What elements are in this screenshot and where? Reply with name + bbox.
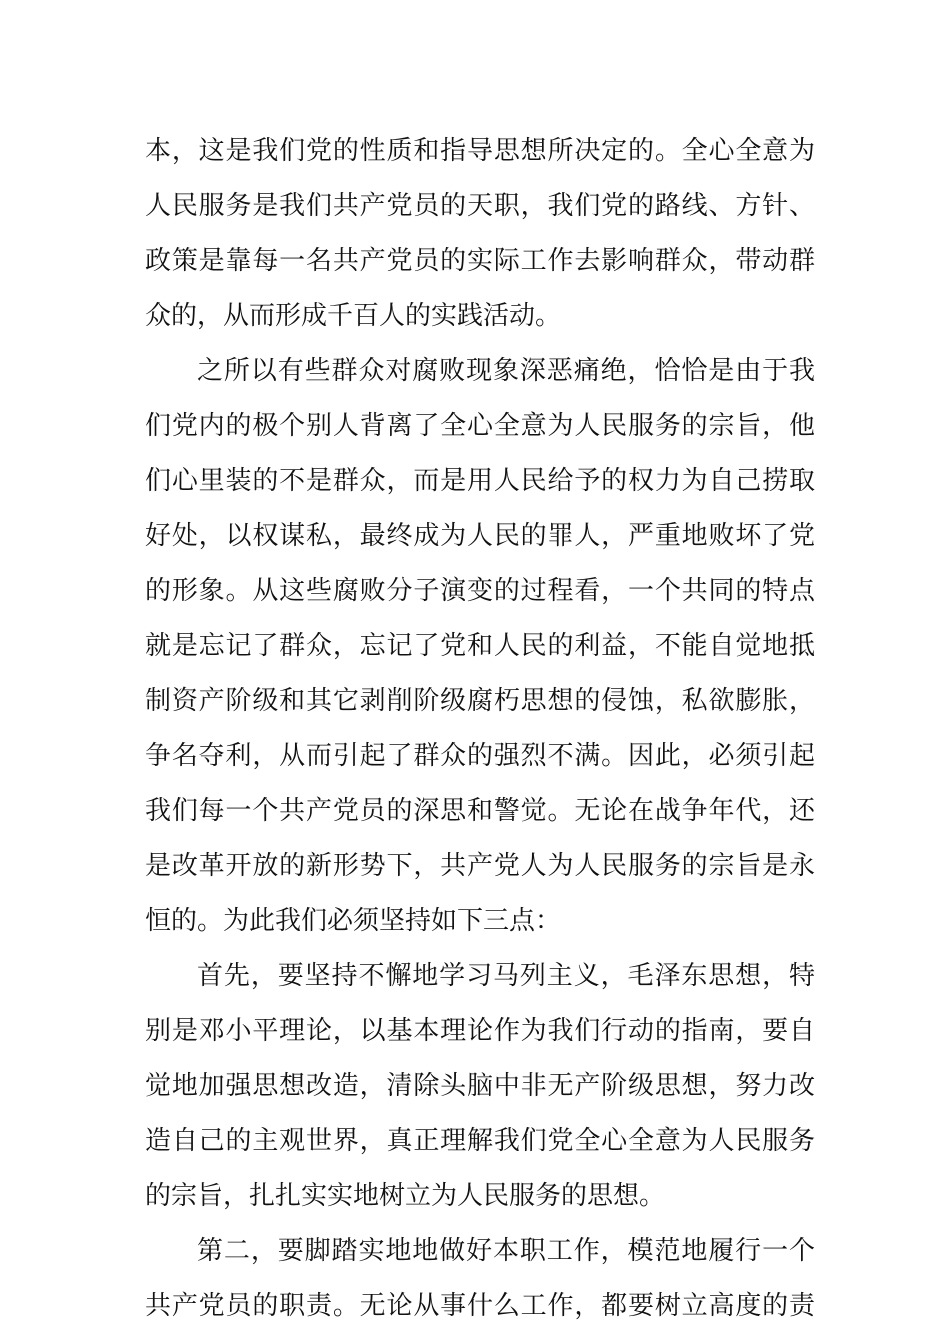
text-line: 共产党员的职责。无论从事什么工作，都要树立高度的责 — [145, 1291, 815, 1321]
text-line: 的形象。从这些腐败分子演变的过程看，一个共同的特点 — [145, 576, 815, 606]
text-line: 们心里装的不是群众，而是用人民给予的权力为自己捞取 — [145, 466, 815, 496]
text-line: 本，这是我们党的性质和指导思想所决定的。全心全意为 — [145, 136, 815, 166]
text-line: 的宗旨，扎扎实实地树立为人民服务的思想。 — [145, 1181, 666, 1211]
text-line: 争名夺利，从而引起了群众的强烈不满。因此，必须引起 — [145, 741, 815, 771]
text-line: 就是忘记了群众，忘记了党和人民的利益，不能自觉地抵 — [145, 631, 815, 661]
text-line: 好处，以权谋私，最终成为人民的罪人，严重地败坏了党 — [145, 521, 815, 551]
paragraph-first-line: 首先，要坚持不懈地学习马列主义，毛泽东思想，特 — [197, 961, 815, 991]
paragraph-first-line: 第二，要脚踏实地地做好本职工作，模范地履行一个 — [197, 1236, 815, 1266]
text-line: 别是邓小平理论，以基本理论作为我们行动的指南，要自 — [145, 1016, 815, 1046]
text-line: 我们每一个共产党员的深思和警觉。无论在战争年代，还 — [145, 796, 815, 826]
body-text — [145, 124, 815, 1334]
text-line: 众的，从而形成千百人的实践活动。 — [145, 301, 562, 331]
text-line: 政策是靠每一名共产党员的实际工作去影响群众，带动群 — [145, 246, 815, 276]
text-line: 造自己的主观世界，真正理解我们党全心全意为人民服务 — [145, 1126, 815, 1156]
text-line: 觉地加强思想改造，清除头脑中非无产阶级思想，努力改 — [145, 1071, 815, 1101]
text-line: 制资产阶级和其它剥削阶级腐朽思想的侵蚀，私欲膨胀， — [145, 686, 815, 716]
paragraph-first-line: 之所以有些群众对腐败现象深恶痛绝，恰恰是由于我 — [197, 356, 815, 386]
text-line: 是改革开放的新形势下，共产党人为人民服务的宗旨是永 — [145, 851, 815, 881]
text-line: 恒的。为此我们必须坚持如下三点： — [145, 906, 562, 936]
text-line: 们党内的极个别人背离了全心全意为人民服务的宗旨，他 — [145, 411, 815, 441]
text-line: 人民服务是我们共产党员的天职，我们党的路线、方针、 — [145, 191, 815, 221]
